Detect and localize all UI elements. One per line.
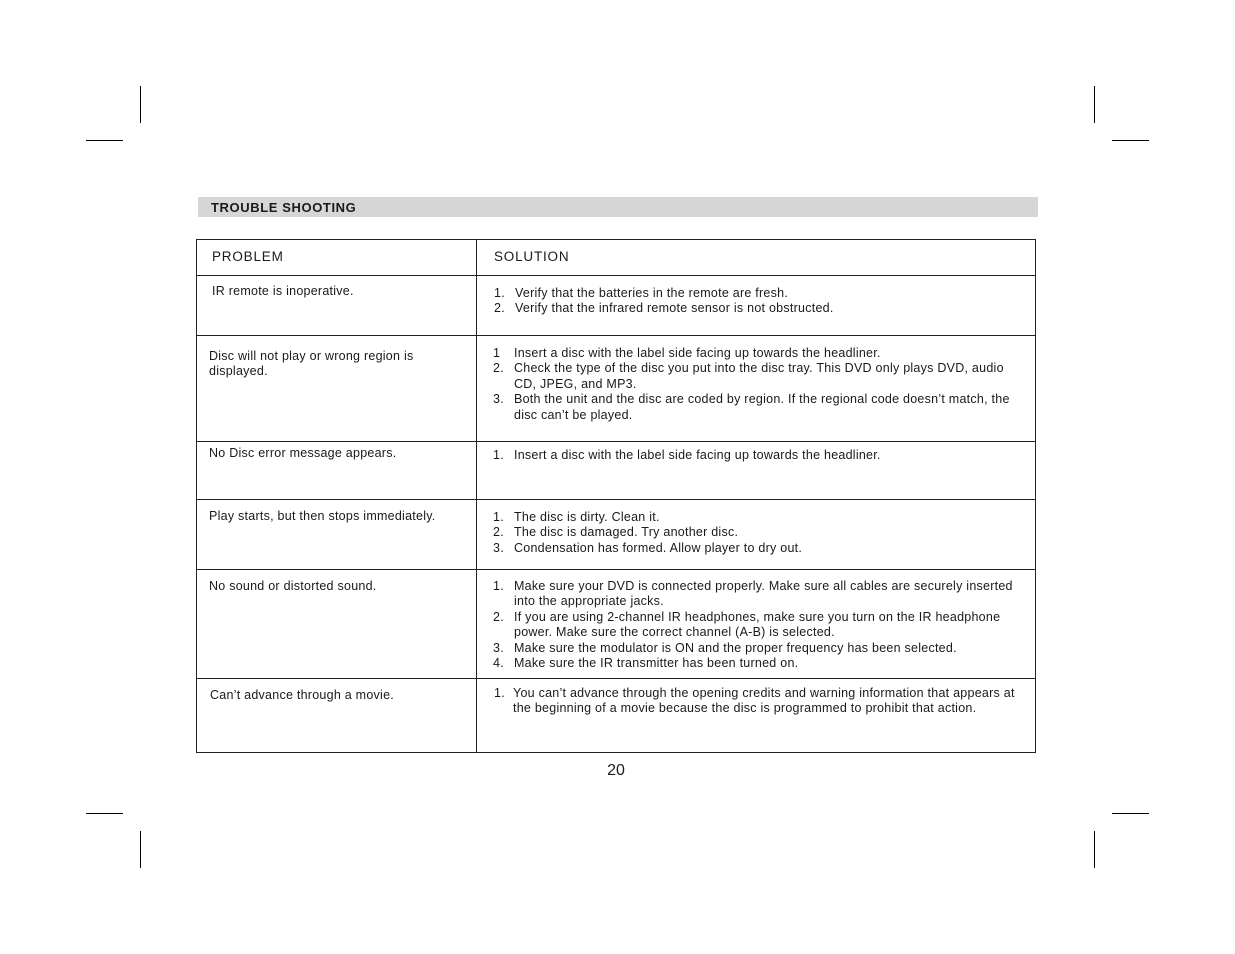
page-number: 20 (607, 762, 625, 779)
solution-item (493, 346, 1018, 361)
row-divider (197, 441, 1035, 442)
solution-number: 2. (493, 361, 504, 376)
solution-text: Check the type of the disc you put into the disc tray. This DVD only plays DVD, audio CD, JPEG, and MP3. (514, 361, 1004, 391)
crop-mark-top-left-horizontal (86, 140, 123, 141)
solution-text: Verify that the batteries in the remote are fresh. (515, 286, 789, 300)
solution-item (493, 641, 1023, 656)
problem-cell: No Disc error message appears. (209, 446, 397, 460)
solution-item (493, 525, 1023, 540)
solution-text: You can’t advance through the opening credits and warning information that appears at the beginning of a movie because the disc is programmed to prohibit that action. (513, 686, 1015, 716)
solution-text: Both the unit and the disc are coded by region. If the regional code doesn’t match, the disc can’t be played. (514, 392, 1010, 422)
solution-number: 4. (493, 656, 504, 671)
solution-list (493, 346, 1018, 423)
troubleshooting-table (196, 239, 1036, 753)
crop-mark-bottom-right-vertical (1094, 831, 1095, 868)
problem-cell: IR remote is inoperative. (212, 284, 354, 298)
solution-number: 2. (494, 301, 505, 316)
solution-number: 1. (494, 686, 505, 700)
problem-cell: No sound or distorted sound. (209, 579, 377, 593)
crop-mark-top-left-vertical (140, 86, 141, 123)
solution-text: Make sure the modulator is ON and the proper frequency has been selected. (514, 640, 957, 655)
solution-text: If you are using 2-channel IR headphones, make sure you turn on the IR headphone power. Make sure the correct channel (A-B) is selected. (514, 609, 1001, 640)
solution-list (494, 686, 1024, 717)
solution-number: 1. (493, 448, 504, 462)
solution-text: Condensation has formed. Allow player to dry out. (514, 540, 803, 555)
solution-item (493, 510, 1023, 525)
solution-item (493, 610, 1023, 641)
solution-text: The disc is dirty. Clean it. (514, 510, 660, 524)
section-title: TROUBLE SHOOTING (211, 200, 357, 215)
solution-column-header: SOLUTION (494, 249, 570, 264)
solution-number: 1. (493, 510, 504, 524)
solution-text: The disc is damaged. Try another disc. (514, 525, 739, 540)
problem-column-header: PROBLEM (212, 249, 284, 264)
solution-item (494, 686, 1024, 717)
solution-item (493, 579, 1023, 610)
problem-cell: Can’t advance through a movie. (210, 688, 394, 702)
crop-mark-top-right-vertical (1094, 86, 1095, 123)
solution-list (493, 579, 1023, 671)
problem-cell: Play starts, but then stops immediately. (209, 509, 436, 523)
crop-mark-top-right-horizontal (1112, 140, 1149, 141)
solution-text: Verify that the infrared remote sensor is not obstructed. (515, 301, 834, 316)
row-divider (197, 499, 1035, 500)
crop-mark-bottom-left-vertical (140, 831, 141, 868)
solution-list (493, 510, 1023, 556)
solution-number: 1. (494, 286, 505, 300)
solution-item (494, 286, 1024, 301)
solution-number: 1 (493, 346, 501, 360)
solution-number: 3. (493, 540, 504, 555)
solution-item (493, 656, 1023, 671)
solution-item (494, 301, 1024, 316)
solution-item (493, 448, 1023, 463)
section-header-bar (198, 197, 1038, 217)
solution-list (493, 448, 1023, 463)
solution-number: 2. (493, 609, 504, 624)
solution-number: 2. (493, 525, 504, 540)
row-divider (197, 335, 1035, 336)
solution-list (494, 286, 1024, 317)
solution-item (493, 361, 1018, 392)
crop-mark-bottom-left-horizontal (86, 813, 123, 814)
row-divider (197, 569, 1035, 570)
solution-item (493, 392, 1018, 423)
solution-number: 3. (493, 392, 504, 407)
solution-text: Insert a disc with the label side facing up towards the headliner. (514, 448, 881, 462)
solution-number: 1. (493, 579, 504, 593)
solution-text: Insert a disc with the label side facing up towards the headliner. (514, 346, 881, 360)
solution-text: Make sure the IR transmitter has been turned on. (514, 656, 799, 671)
row-divider (197, 678, 1035, 679)
solution-item (493, 541, 1023, 556)
row-divider (197, 275, 1035, 276)
column-divider (476, 240, 477, 752)
solution-number: 3. (493, 640, 504, 655)
problem-cell: Disc will not play or wrong region is displayed. (209, 349, 414, 379)
crop-mark-bottom-right-horizontal (1112, 813, 1149, 814)
solution-text: Make sure your DVD is connected properly. Make sure all cables are securely inserted into the appropriate jacks. (514, 579, 1013, 609)
